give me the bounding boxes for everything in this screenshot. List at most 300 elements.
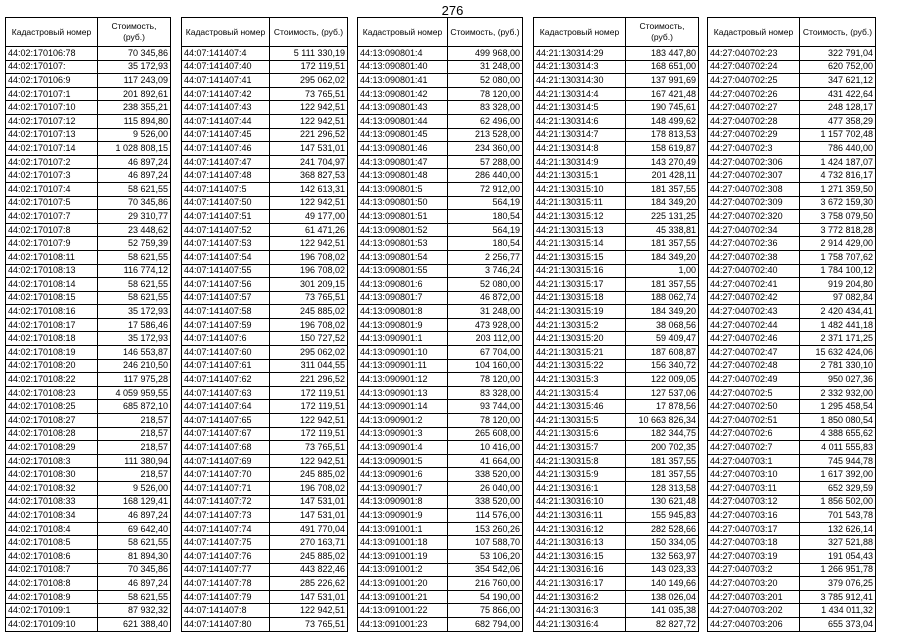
cadastral-number: 44:27:040702:5 bbox=[708, 386, 800, 400]
cost-value: 58 621,55 bbox=[98, 250, 171, 264]
cadastral-number: 44:02:170107:9 bbox=[6, 237, 98, 251]
cost-value: 57 288,00 bbox=[448, 155, 523, 169]
cadastral-number: 44:07:141407:58 bbox=[182, 305, 270, 319]
table-row bbox=[6, 359, 171, 373]
cost-value: 143 023,33 bbox=[626, 563, 699, 577]
table-row bbox=[6, 196, 171, 210]
cost-value: 26 040,00 bbox=[448, 482, 523, 496]
cadastral-number: 44:02:170108:32 bbox=[6, 482, 98, 496]
table-row bbox=[182, 617, 348, 631]
header-cadastral: Кадастровый номер bbox=[182, 18, 270, 47]
cadastral-number: 44:13:090901:10 bbox=[358, 346, 448, 360]
cost-value: 218,57 bbox=[98, 414, 171, 428]
table-row bbox=[534, 332, 699, 346]
cost-value: 1 424 187,07 bbox=[800, 155, 876, 169]
cost-value: 140 149,66 bbox=[626, 577, 699, 591]
cadastral-number: 44:13:090901:7 bbox=[358, 482, 448, 496]
table-row bbox=[358, 142, 523, 156]
cadastral-number: 44:21:130314:9 bbox=[534, 155, 626, 169]
cost-value: 31 248,00 bbox=[448, 305, 523, 319]
cadastral-number: 44:02:170108:30 bbox=[6, 468, 98, 482]
header-cost: Стоимость, (руб.) bbox=[626, 18, 699, 47]
cadastral-number: 44:27:040702:41 bbox=[708, 278, 800, 292]
cadastral-number: 44:21:130314:5 bbox=[534, 101, 626, 115]
table-row bbox=[708, 549, 876, 563]
table-row bbox=[534, 305, 699, 319]
table-row bbox=[6, 128, 171, 142]
cost-value: 172 119,51 bbox=[270, 427, 348, 441]
cost-value: 2 914 429,00 bbox=[800, 237, 876, 251]
cost-value: 15 632 424,06 bbox=[800, 346, 876, 360]
cost-value: 682 794,00 bbox=[448, 617, 523, 631]
header-cost: Стоимость, (руб.) bbox=[98, 18, 171, 47]
cadastral-number: 44:27:040703:202 bbox=[708, 604, 800, 618]
cost-value: 282 528,66 bbox=[626, 522, 699, 536]
cost-value: 191 054,43 bbox=[800, 549, 876, 563]
cost-value: 188 062,74 bbox=[626, 291, 699, 305]
cost-value: 58 621,55 bbox=[98, 182, 171, 196]
cadastral-number: 44:21:130316:1 bbox=[534, 482, 626, 496]
table-row bbox=[534, 114, 699, 128]
cadastral-table-1 bbox=[5, 17, 171, 632]
cost-value: 216 760,00 bbox=[448, 577, 523, 591]
cadastral-number: 44:21:130314:7 bbox=[534, 128, 626, 142]
cadastral-number: 44:13:090801:6 bbox=[358, 278, 448, 292]
cost-value: 35 172,93 bbox=[98, 305, 171, 319]
cadastral-number: 44:07:141407:75 bbox=[182, 536, 270, 550]
table-row bbox=[708, 617, 876, 631]
table-row bbox=[182, 454, 348, 468]
table-row bbox=[358, 182, 523, 196]
table-row bbox=[358, 577, 523, 591]
cost-value: 1 850 080,54 bbox=[800, 414, 876, 428]
cost-value: 52 080,00 bbox=[448, 74, 523, 88]
cost-value: 1 271 359,50 bbox=[800, 182, 876, 196]
cadastral-number: 44:07:141407:59 bbox=[182, 318, 270, 332]
table-row bbox=[358, 47, 523, 61]
table-row bbox=[182, 196, 348, 210]
cadastral-number: 44:21:130315:21 bbox=[534, 346, 626, 360]
cadastral-number: 44:13:091001:20 bbox=[358, 577, 448, 591]
table-row bbox=[534, 522, 699, 536]
table-row bbox=[358, 482, 523, 496]
table-row bbox=[182, 441, 348, 455]
table-row bbox=[358, 346, 523, 360]
table-row bbox=[534, 617, 699, 631]
table-row bbox=[708, 210, 876, 224]
cadastral-number: 44:21:130315:9 bbox=[534, 468, 626, 482]
cost-value: 35 172,93 bbox=[98, 332, 171, 346]
cost-value: 117 243,09 bbox=[98, 74, 171, 88]
cadastral-number: 44:02:170108:3 bbox=[6, 454, 98, 468]
table-row bbox=[708, 128, 876, 142]
cost-value: 122 942,51 bbox=[270, 196, 348, 210]
cadastral-number: 44:02:170108:19 bbox=[6, 346, 98, 360]
table-row bbox=[6, 509, 171, 523]
cadastral-number: 44:13:090901:4 bbox=[358, 441, 448, 455]
table-row bbox=[6, 250, 171, 264]
table-row bbox=[182, 577, 348, 591]
cadastral-number: 44:21:130315:22 bbox=[534, 359, 626, 373]
cost-value: 31 248,00 bbox=[448, 60, 523, 74]
cost-value: 49 177,00 bbox=[270, 210, 348, 224]
table-row bbox=[534, 495, 699, 509]
cadastral-number: 44:13:091001:2 bbox=[358, 563, 448, 577]
table-row bbox=[6, 114, 171, 128]
cost-value: 1 157 702,48 bbox=[800, 128, 876, 142]
cost-value: 4 732 816,17 bbox=[800, 169, 876, 183]
cost-value: 115 894,80 bbox=[98, 114, 171, 128]
page-number: 276 bbox=[441, 3, 464, 18]
cost-value: 286 440,00 bbox=[448, 169, 523, 183]
cadastral-number: 44:07:141407:40 bbox=[182, 60, 270, 74]
cadastral-number: 44:02:170107:7 bbox=[6, 210, 98, 224]
cost-value: 1 784 100,12 bbox=[800, 264, 876, 278]
cadastral-number: 44:21:130315:8 bbox=[534, 454, 626, 468]
table-row bbox=[534, 237, 699, 251]
table-row bbox=[708, 250, 876, 264]
table-row bbox=[534, 278, 699, 292]
cadastral-number: 44:02:170108:4 bbox=[6, 522, 98, 536]
cadastral-number: 44:13:090801:47 bbox=[358, 155, 448, 169]
table-row bbox=[358, 454, 523, 468]
cost-value: 147 531,01 bbox=[270, 590, 348, 604]
cadastral-number: 44:13:090801:45 bbox=[358, 128, 448, 142]
cost-value: 221 296,52 bbox=[270, 373, 348, 387]
cadastral-number: 44:27:040702:47 bbox=[708, 346, 800, 360]
cadastral-number: 44:07:141407:74 bbox=[182, 522, 270, 536]
table-row bbox=[534, 400, 699, 414]
table-row bbox=[358, 114, 523, 128]
cadastral-number: 44:02:170108:23 bbox=[6, 386, 98, 400]
cadastral-number: 44:27:040702:34 bbox=[708, 223, 800, 237]
table-row bbox=[534, 386, 699, 400]
cadastral-number: 44:21:130316:3 bbox=[534, 604, 626, 618]
cost-value: 246 210,50 bbox=[98, 359, 171, 373]
table-row bbox=[182, 142, 348, 156]
table-row bbox=[534, 155, 699, 169]
cost-value: 70 345,86 bbox=[98, 563, 171, 577]
header-cost: Стоимость, (руб.) bbox=[448, 18, 523, 47]
cadastral-number: 44:21:130314:8 bbox=[534, 142, 626, 156]
cost-value: 181 357,55 bbox=[626, 237, 699, 251]
cadastral-number: 44:27:040702:29 bbox=[708, 128, 800, 142]
cost-value: 745 944,78 bbox=[800, 454, 876, 468]
cost-value: 181 357,55 bbox=[626, 278, 699, 292]
cadastral-number: 44:13:090801:54 bbox=[358, 250, 448, 264]
cadastral-number: 44:02:170108:13 bbox=[6, 264, 98, 278]
table-row bbox=[708, 522, 876, 536]
cost-value: 368 827,53 bbox=[270, 169, 348, 183]
table-row bbox=[534, 359, 699, 373]
cost-value: 111 380,94 bbox=[98, 454, 171, 468]
header-cost: Стоимость, (руб.) bbox=[800, 18, 876, 47]
cadastral-number: 44:13:090901:5 bbox=[358, 454, 448, 468]
table-row bbox=[708, 142, 876, 156]
cadastral-number: 44:02:170107:10 bbox=[6, 101, 98, 115]
table-row bbox=[534, 87, 699, 101]
table-row bbox=[708, 359, 876, 373]
cost-value: 46 897,24 bbox=[98, 169, 171, 183]
cost-value: 122 942,51 bbox=[270, 414, 348, 428]
cadastral-number: 44:13:090801:55 bbox=[358, 264, 448, 278]
table-row bbox=[6, 169, 171, 183]
cadastral-number: 44:02:170107:1 bbox=[6, 87, 98, 101]
table-row bbox=[358, 264, 523, 278]
cadastral-number: 44:07:141407:63 bbox=[182, 386, 270, 400]
table-row bbox=[182, 414, 348, 428]
table-row bbox=[534, 128, 699, 142]
cost-value: 491 770,04 bbox=[270, 522, 348, 536]
table-row bbox=[182, 549, 348, 563]
cost-value: 3 672 159,30 bbox=[800, 196, 876, 210]
cost-value: 23 448,62 bbox=[98, 223, 171, 237]
table-row bbox=[534, 291, 699, 305]
cost-value: 167 421,48 bbox=[626, 87, 699, 101]
table-row bbox=[708, 74, 876, 88]
table-row bbox=[358, 278, 523, 292]
table-row bbox=[182, 60, 348, 74]
cost-value: 178 813,53 bbox=[626, 128, 699, 142]
cost-value: 234 360,00 bbox=[448, 142, 523, 156]
cadastral-number: 44:07:141407:57 bbox=[182, 291, 270, 305]
table-row bbox=[182, 278, 348, 292]
table-row bbox=[534, 590, 699, 604]
cadastral-number: 44:21:130315:46 bbox=[534, 400, 626, 414]
cadastral-number: 44:07:141407:8 bbox=[182, 604, 270, 618]
cost-value: 72 912,00 bbox=[448, 182, 523, 196]
cadastral-number: 44:02:170108:17 bbox=[6, 318, 98, 332]
cadastral-number: 44:27:040703:17 bbox=[708, 522, 800, 536]
cadastral-number: 44:13:091001:1 bbox=[358, 522, 448, 536]
cost-value: 564,19 bbox=[448, 196, 523, 210]
cost-value: 181 357,55 bbox=[626, 182, 699, 196]
cost-value: 2 420 434,41 bbox=[800, 305, 876, 319]
cost-value: 46 897,24 bbox=[98, 155, 171, 169]
cadastral-number: 44:07:141407:52 bbox=[182, 223, 270, 237]
cost-value: 127 537,06 bbox=[626, 386, 699, 400]
table-row bbox=[182, 482, 348, 496]
cost-value: 107 588,70 bbox=[448, 536, 523, 550]
cadastral-number: 44:27:040702:36 bbox=[708, 237, 800, 251]
cadastral-number: 44:21:130315:20 bbox=[534, 332, 626, 346]
cadastral-number: 44:02:170108:14 bbox=[6, 278, 98, 292]
cadastral-number: 44:07:141407:47 bbox=[182, 155, 270, 169]
cost-value: 238 355,21 bbox=[98, 101, 171, 115]
cost-value: 67 704,00 bbox=[448, 346, 523, 360]
cost-value: 4 011 555,83 bbox=[800, 441, 876, 455]
cost-value: 181 357,55 bbox=[626, 468, 699, 482]
cost-value: 122 009,05 bbox=[626, 373, 699, 387]
cadastral-number: 44:21:130315:12 bbox=[534, 210, 626, 224]
table-row bbox=[6, 210, 171, 224]
cadastral-number: 44:27:040703:10 bbox=[708, 468, 800, 482]
cost-value: 35 172,93 bbox=[98, 60, 171, 74]
table-row bbox=[358, 536, 523, 550]
cost-value: 73 765,51 bbox=[270, 87, 348, 101]
cadastral-number: 44:27:040702:50 bbox=[708, 400, 800, 414]
cost-value: 29 310,77 bbox=[98, 210, 171, 224]
cost-value: 69 642,40 bbox=[98, 522, 171, 536]
cost-value: 196 708,02 bbox=[270, 318, 348, 332]
table-row bbox=[6, 604, 171, 618]
table-row bbox=[358, 291, 523, 305]
cadastral-number: 44:07:141407:5 bbox=[182, 182, 270, 196]
table-row bbox=[182, 237, 348, 251]
cost-value: 104 160,00 bbox=[448, 359, 523, 373]
cadastral-number: 44:13:091001:21 bbox=[358, 590, 448, 604]
cost-value: 180,54 bbox=[448, 210, 523, 224]
table-row bbox=[358, 522, 523, 536]
cost-value: 201 892,61 bbox=[98, 87, 171, 101]
cost-value: 245 885,02 bbox=[270, 549, 348, 563]
table-row bbox=[708, 278, 876, 292]
table-row bbox=[6, 454, 171, 468]
cost-value: 701 543,78 bbox=[800, 509, 876, 523]
cadastral-number: 44:21:130315:15 bbox=[534, 250, 626, 264]
cost-value: 2 256,77 bbox=[448, 250, 523, 264]
cadastral-number: 44:27:040703:2 bbox=[708, 563, 800, 577]
table-row bbox=[534, 101, 699, 115]
cadastral-number: 44:13:090801:42 bbox=[358, 87, 448, 101]
cost-value: 301 209,15 bbox=[270, 278, 348, 292]
table-row bbox=[358, 74, 523, 88]
cadastral-number: 44:27:040702:309 bbox=[708, 196, 800, 210]
cost-value: 379 076,25 bbox=[800, 577, 876, 591]
table-row bbox=[182, 250, 348, 264]
cost-value: 190 745,61 bbox=[626, 101, 699, 115]
table-row bbox=[358, 210, 523, 224]
cost-value: 1 434 011,32 bbox=[800, 604, 876, 618]
cadastral-number: 44:02:170107:5 bbox=[6, 196, 98, 210]
table-row bbox=[6, 264, 171, 278]
cadastral-number: 44:07:141407:51 bbox=[182, 210, 270, 224]
cadastral-number: 44:27:040703:11 bbox=[708, 482, 800, 496]
cost-value: 270 163,71 bbox=[270, 536, 348, 550]
cost-value: 122 942,51 bbox=[270, 237, 348, 251]
table-row bbox=[6, 536, 171, 550]
table-row bbox=[534, 577, 699, 591]
cadastral-number: 44:07:141407:43 bbox=[182, 101, 270, 115]
table-row bbox=[358, 169, 523, 183]
cadastral-number: 44:02:170108:8 bbox=[6, 577, 98, 591]
table-row bbox=[708, 495, 876, 509]
table-row bbox=[358, 509, 523, 523]
table-row bbox=[708, 427, 876, 441]
cadastral-number: 44:21:130315:7 bbox=[534, 441, 626, 455]
table-row bbox=[6, 495, 171, 509]
table-row bbox=[182, 332, 348, 346]
cadastral-number: 44:21:130315:17 bbox=[534, 278, 626, 292]
table-row bbox=[708, 196, 876, 210]
cost-value: 1 028 808,15 bbox=[98, 142, 171, 156]
cost-value: 58 621,55 bbox=[98, 590, 171, 604]
cadastral-number: 44:27:040702:25 bbox=[708, 74, 800, 88]
cost-value: 196 708,02 bbox=[270, 482, 348, 496]
table-row bbox=[708, 305, 876, 319]
cadastral-number: 44:21:130314:29 bbox=[534, 47, 626, 61]
cadastral-number: 44:07:141407:48 bbox=[182, 169, 270, 183]
table-row bbox=[182, 427, 348, 441]
cadastral-number: 44:13:090901:6 bbox=[358, 468, 448, 482]
cadastral-number: 44:02:170106:9 bbox=[6, 74, 98, 88]
table-row bbox=[182, 346, 348, 360]
cost-value: 347 621,12 bbox=[800, 74, 876, 88]
cost-value: 70 345,86 bbox=[98, 47, 171, 61]
cadastral-number: 44:13:090801:8 bbox=[358, 305, 448, 319]
table-row bbox=[182, 128, 348, 142]
cost-value: 265 608,00 bbox=[448, 427, 523, 441]
table-row bbox=[708, 291, 876, 305]
table-row bbox=[6, 549, 171, 563]
cadastral-number: 44:13:091001:19 bbox=[358, 549, 448, 563]
table-row bbox=[534, 264, 699, 278]
table-row bbox=[708, 223, 876, 237]
table-row bbox=[708, 468, 876, 482]
cadastral-number: 44:21:130315:5 bbox=[534, 414, 626, 428]
cost-value: 1 295 458,54 bbox=[800, 400, 876, 414]
cadastral-number: 44:02:170107:14 bbox=[6, 142, 98, 156]
cadastral-number: 44:07:141407:79 bbox=[182, 590, 270, 604]
cadastral-number: 44:27:040702:308 bbox=[708, 182, 800, 196]
table-row bbox=[534, 549, 699, 563]
table-row bbox=[708, 182, 876, 196]
cadastral-number: 44:27:040702:46 bbox=[708, 332, 800, 346]
table-row bbox=[358, 87, 523, 101]
cadastral-number: 44:02:170108:20 bbox=[6, 359, 98, 373]
cost-value: 3 746,24 bbox=[448, 264, 523, 278]
cadastral-number: 44:07:141407:69 bbox=[182, 454, 270, 468]
table-row bbox=[534, 563, 699, 577]
table-row bbox=[182, 101, 348, 115]
cost-value: 213 528,00 bbox=[448, 128, 523, 142]
cadastral-number: 44:27:040703:16 bbox=[708, 509, 800, 523]
cost-value: 685 872,10 bbox=[98, 400, 171, 414]
cadastral-number: 44:07:141407:50 bbox=[182, 196, 270, 210]
cost-value: 203 112,00 bbox=[448, 332, 523, 346]
table-row bbox=[182, 386, 348, 400]
cost-value: 322 791,04 bbox=[800, 47, 876, 61]
cost-value: 17 586,46 bbox=[98, 318, 171, 332]
cadastral-number: 44:13:090801:41 bbox=[358, 74, 448, 88]
cadastral-number: 44:21:130315:1 bbox=[534, 169, 626, 183]
cadastral-number: 44:02:170108:15 bbox=[6, 291, 98, 305]
table-row bbox=[358, 155, 523, 169]
table-row bbox=[358, 441, 523, 455]
cadastral-number: 44:27:040702:26 bbox=[708, 87, 800, 101]
cost-value: 156 340,72 bbox=[626, 359, 699, 373]
cost-value: 75 866,00 bbox=[448, 604, 523, 618]
cost-value: 82 827,72 bbox=[626, 617, 699, 631]
cadastral-number: 44:21:130316:12 bbox=[534, 522, 626, 536]
cost-value: 499 968,00 bbox=[448, 47, 523, 61]
table-row bbox=[708, 563, 876, 577]
table-row bbox=[708, 155, 876, 169]
cadastral-number: 44:07:141407:56 bbox=[182, 278, 270, 292]
table-row bbox=[358, 468, 523, 482]
cost-value: 184 349,20 bbox=[626, 196, 699, 210]
cadastral-table-4 bbox=[533, 17, 699, 632]
cadastral-number: 44:07:141407:53 bbox=[182, 237, 270, 251]
cadastral-number: 44:27:040702:49 bbox=[708, 373, 800, 387]
cadastral-number: 44:13:090901:9 bbox=[358, 509, 448, 523]
cost-value: 218,57 bbox=[98, 468, 171, 482]
cadastral-number: 44:21:130315:11 bbox=[534, 196, 626, 210]
cadastral-number: 44:21:130314:3 bbox=[534, 60, 626, 74]
cadastral-number: 44:02:170109:1 bbox=[6, 604, 98, 618]
cost-value: 150 727,52 bbox=[270, 332, 348, 346]
cadastral-number: 44:02:170108:25 bbox=[6, 400, 98, 414]
